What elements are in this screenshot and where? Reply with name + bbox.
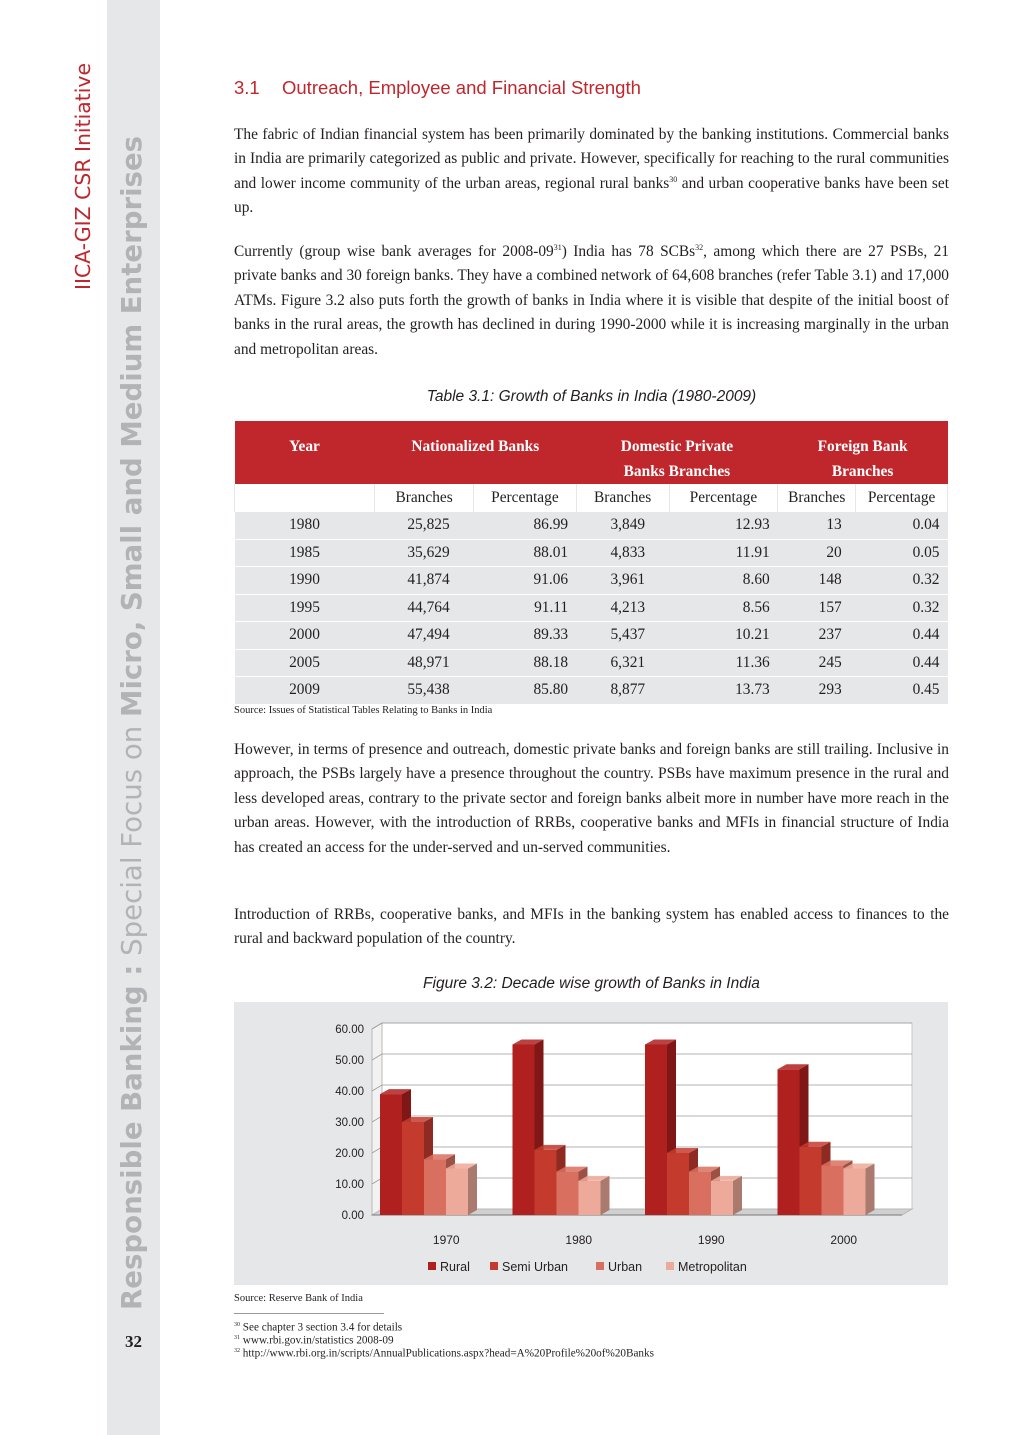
figure-source: Source: Reserve Bank of India (234, 1293, 363, 1304)
header-nationalized: Nationalized Banks (375, 421, 577, 485)
paragraph-2-text-c: , among which there are 27 PSBs, 21 private banks and 30 foreign banks. They have a combined network of 64,608 branches (refer Table 3.1) and 17,000 ATMs. Figure 3.2 also puts forth the growth of banks in India where it is visible that despite of the initial boost of banks in the rural areas, the growth has declined in during 1990-2000 while it is increasing marginally in the urban and metropolitan areas. (234, 243, 949, 358)
y-tick-label: 10.00 (335, 1179, 364, 1191)
bar-metropolitan (446, 1169, 468, 1216)
year-cell: 2009 (235, 677, 375, 704)
page-number: 32 (125, 1332, 142, 1351)
paragraph-2-text-b: ) India has 78 SCBs (561, 243, 696, 260)
value-cell: 4,833 (576, 539, 669, 567)
value-cell: 20 (778, 539, 856, 567)
banks-growth-table (234, 421, 948, 704)
bar-urban (424, 1159, 446, 1215)
bar-rural (645, 1045, 667, 1216)
bar-urban (557, 1172, 579, 1215)
legend-label: Urban (608, 1260, 643, 1274)
year-cell: 1980 (235, 512, 375, 540)
subheader-cell: Percentage (669, 485, 778, 512)
bar-side (733, 1176, 742, 1215)
subheader-cell: Percentage (856, 485, 948, 512)
value-cell: 44,764 (375, 594, 474, 622)
bar-semi-urban (800, 1147, 822, 1215)
value-cell: 157 (778, 594, 856, 622)
value-cell: 0.05 (856, 539, 948, 567)
paragraph-3: However, in terms of presence and outreach, domestic private banks and foreign banks are still trailing. Inclusive in approach, the PSBs largely have a presence throughout the country. PSBs have maximum presence in the rural and less developed areas, contrary to the private sector and foreign banks albeit more in number have more reach in the urban areas. However, with the introduction of RRBs, cooperative banks and MFIs in financial structure of India has created an access for the under-served and un-served communities. (234, 741, 949, 856)
value-cell: 13.73 (669, 677, 778, 704)
value-cell: 3,849 (576, 512, 669, 540)
table-caption: Table 3.1: Growth of Banks in India (1980-2009) (426, 388, 757, 405)
value-cell: 25,825 (375, 512, 474, 540)
footnote-text: See chapter 3 section 3.4 for details (242, 1321, 403, 1334)
bar-side (866, 1164, 875, 1216)
paragraph-2-text-a: Currently (group wise bank averages for 2008-09 (234, 243, 554, 260)
subheader-row (235, 485, 948, 512)
side-title-bold2: Micro, Small and Medium Enterprises (115, 135, 148, 717)
legend-label: Rural (440, 1260, 470, 1274)
year-cell: 1990 (235, 567, 375, 595)
section-number: 3.1 (234, 77, 260, 98)
value-cell: 13 (778, 512, 856, 540)
value-cell: 88.01 (474, 539, 576, 567)
chart-svg (234, 1002, 948, 1285)
value-cell: 12.93 (669, 512, 778, 540)
value-cell: 3,961 (576, 567, 669, 595)
footnote-ref-31: 31 (553, 242, 562, 252)
paragraph-1 (234, 123, 949, 221)
bar-side (468, 1164, 477, 1216)
value-cell: 8.56 (669, 594, 778, 622)
footnote-num: 32 (234, 1348, 240, 1354)
header-foreign-line2: Branches (831, 463, 894, 480)
header-foreign (778, 421, 948, 485)
value-cell: 89.33 (474, 622, 576, 650)
value-cell: 293 (778, 677, 856, 704)
value-cell: 0.32 (856, 567, 948, 595)
value-cell: 88.18 (474, 649, 576, 677)
value-cell: 0.32 (856, 594, 948, 622)
table-source: Source: Issues of Statistical Tables Relating to Banks in India (234, 705, 493, 716)
header-domestic (576, 421, 778, 485)
value-cell: 8,877 (576, 677, 669, 704)
paragraph-1-text-b: and urban cooperative banks have been set up. (234, 174, 950, 217)
footnote-32 (234, 1345, 654, 1361)
bar-metropolitan (711, 1181, 733, 1215)
y-tick-label: 50.00 (335, 1055, 364, 1067)
subheader-cell: Branches (576, 485, 669, 512)
initiative-label: IICA-GIZ CSR Initiative (71, 63, 95, 290)
table-row (235, 649, 948, 677)
year-cell: 1985 (235, 539, 375, 567)
table-row (235, 567, 948, 595)
x-tick-label: 1970 (432, 1233, 460, 1247)
value-cell: 86.99 (474, 512, 576, 540)
subheader-empty (235, 485, 375, 512)
header-domestic-line2: Banks Branches (623, 463, 731, 480)
bar-metropolitan (844, 1169, 866, 1216)
y-tick-label: 30.00 (335, 1117, 364, 1129)
table-row (235, 512, 948, 540)
year-cell: 1995 (235, 594, 375, 622)
value-cell: 10.21 (669, 622, 778, 650)
value-cell: 91.06 (474, 567, 576, 595)
bar-side (601, 1176, 610, 1215)
bar-rural (380, 1094, 402, 1215)
legend-swatch (428, 1262, 436, 1270)
paragraph-1-text-a: The fabric of Indian financial system has been primarily dominated by the banking institutions. Commercial banks in India are primarily categorized as public and private. However, specifically for reaching to the rural communities and lower income community of the urban areas, regional rural banks (234, 126, 949, 192)
bar-rural (778, 1069, 800, 1215)
section-heading (234, 77, 641, 99)
side-title-bold: Responsible Banking : (115, 964, 148, 1310)
bar-urban (689, 1172, 711, 1215)
footnote-ref-30: 30 (669, 174, 678, 184)
value-cell: 237 (778, 622, 856, 650)
value-cell: 11.36 (669, 649, 778, 677)
footnote-text: http://www.rbi.org.in/scripts/AnnualPublications.aspx?head=A%20Profile%20of%20Banks (242, 1347, 654, 1360)
legend-swatch (666, 1262, 674, 1270)
legend-label: Semi Urban (502, 1260, 568, 1274)
bar-semi-urban (535, 1150, 557, 1215)
x-tick-label: 1990 (697, 1233, 725, 1247)
value-cell: 85.80 (474, 677, 576, 704)
value-cell: 55,438 (375, 677, 474, 704)
bar-semi-urban (402, 1122, 424, 1215)
y-tick-label: 60.00 (335, 1024, 364, 1036)
legend-swatch (490, 1262, 498, 1270)
header-foreign-line1: Foreign Bank (817, 438, 908, 455)
paragraph-4: Introduction of RRBs, cooperative banks, and MFIs in the banking system has enabled access to finances to the rural and backward population of the country. (234, 906, 949, 948)
year-cell: 2005 (235, 649, 375, 677)
legend-label: Metropolitan (678, 1260, 747, 1274)
footnote-num: 31 (234, 1335, 240, 1341)
bar-urban (822, 1165, 844, 1215)
value-cell: 0.44 (856, 649, 948, 677)
x-tick-label: 1980 (565, 1233, 593, 1247)
bar-rural (513, 1045, 535, 1216)
legend-swatch (596, 1262, 604, 1270)
value-cell: 0.45 (856, 677, 948, 704)
value-cell: 8.60 (669, 567, 778, 595)
subheader-cell: Branches (375, 485, 474, 512)
subheader-cell: Percentage (474, 485, 576, 512)
side-title-light: Special Focus on (115, 717, 148, 965)
value-cell: 11.91 (669, 539, 778, 567)
value-cell: 48,971 (375, 649, 474, 677)
table-row (235, 677, 948, 704)
footnote-rule (234, 1313, 384, 1314)
paragraph-2 (234, 240, 949, 362)
y-tick-label: 0.00 (341, 1210, 364, 1222)
value-cell: 6,321 (576, 649, 669, 677)
y-tick-label: 20.00 (335, 1148, 364, 1160)
footnote-text: www.rbi.gov.in/statistics 2008-09 (242, 1334, 394, 1347)
value-cell: 4,213 (576, 594, 669, 622)
side-title (105, 136, 159, 1310)
value-cell: 0.04 (856, 512, 948, 540)
bar-chart (234, 1002, 948, 1285)
value-cell: 0.44 (856, 622, 948, 650)
section-title: Outreach, Employee and Financial Strength (282, 77, 641, 98)
bar-semi-urban (667, 1153, 689, 1215)
value-cell: 245 (778, 649, 856, 677)
figure-caption: Figure 3.2: Decade wise growth of Banks in India (423, 975, 760, 992)
y-tick-label: 40.00 (335, 1086, 364, 1098)
year-cell: 2000 (235, 622, 375, 650)
value-cell: 5,437 (576, 622, 669, 650)
x-tick-label: 2000 (830, 1233, 858, 1247)
value-cell: 41,874 (375, 567, 474, 595)
footnote-ref-32: 32 (695, 242, 704, 252)
value-cell: 148 (778, 567, 856, 595)
header-year: Year (235, 421, 375, 485)
bar-metropolitan (579, 1181, 601, 1215)
header-domestic-line1: Domestic Private (620, 438, 734, 455)
subheader-cell: Branches (778, 485, 856, 512)
value-cell: 47,494 (375, 622, 474, 650)
table-row (235, 539, 948, 567)
table-row (235, 594, 948, 622)
footnote-num: 30 (234, 1322, 240, 1328)
table-row (235, 622, 948, 650)
value-cell: 91.11 (474, 594, 576, 622)
value-cell: 35,629 (375, 539, 474, 567)
